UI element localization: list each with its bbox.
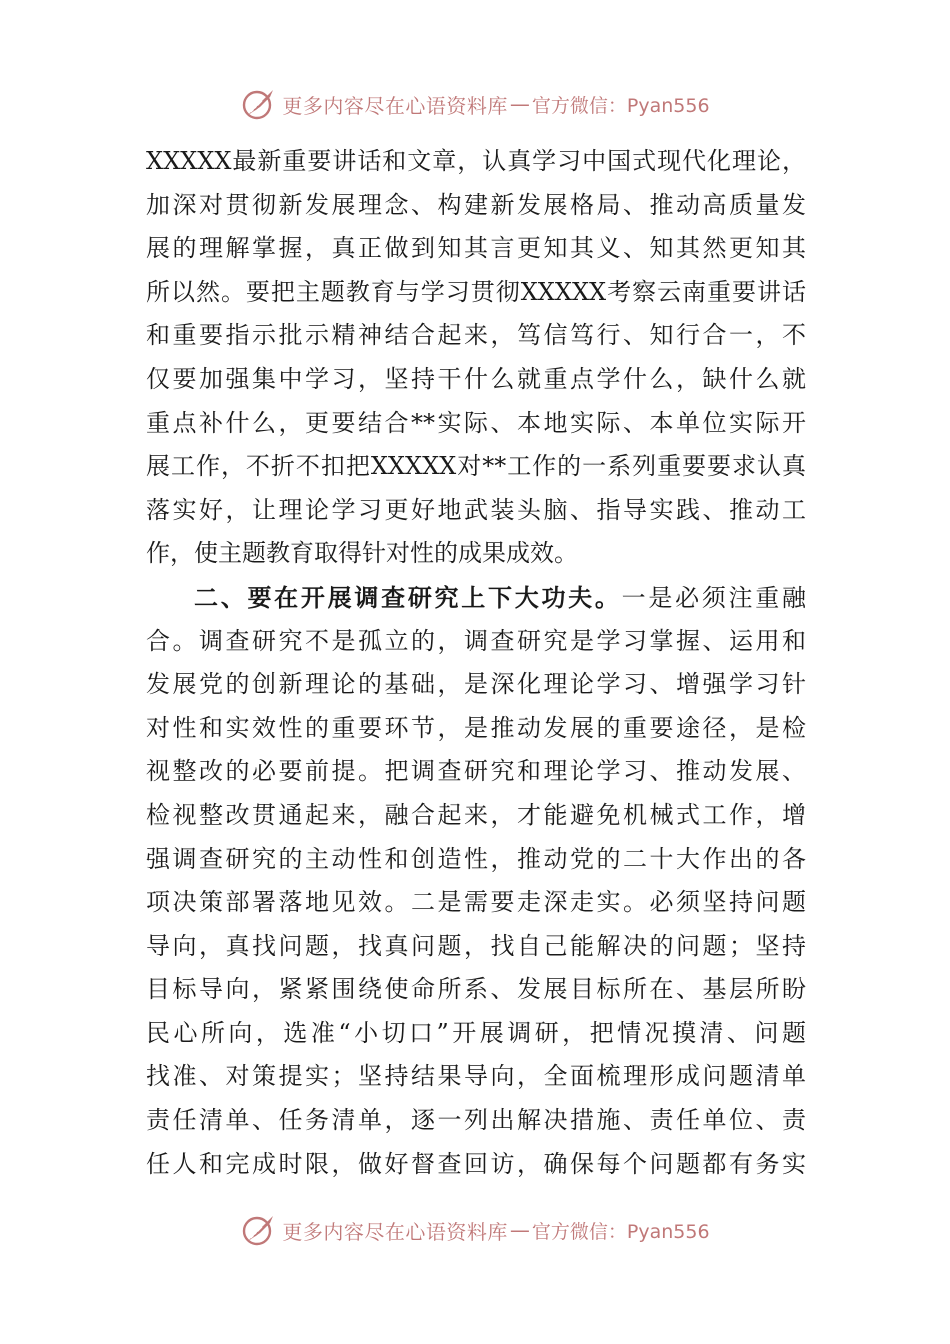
header-wechat-text: 官方微信：Pyan556: [531, 94, 710, 117]
footer-wechat-text: 官方微信：Pyan556: [531, 1220, 710, 1243]
footer-separator: —: [509, 1218, 530, 1242]
header-brand-text: 更多内容尽在心语资料库: [282, 93, 508, 118]
section-heading: 二、要在开展调查研究上下大功夫。: [194, 582, 622, 612]
text-line: 展的理解掌握，真正做到知其言更知其义、知其然更知其: [146, 234, 806, 263]
quill-pen-icon: [240, 85, 278, 123]
text-line: 仅要加强集中学习，坚持干什么就重点学什么，缺什么就: [146, 364, 806, 393]
header-separator: —: [509, 92, 530, 116]
paragraph-2-first-line: [146, 576, 806, 620]
quill-pen-icon: [240, 1211, 278, 1249]
text-line: 民心所向，选准“小切口”开展调研，把情况摸清、问题: [146, 1018, 806, 1047]
text-line: 找准、对策提实；坚持结果导向，全面梳理形成问题清单: [146, 1062, 806, 1091]
text-run: 一是必须注重融: [621, 583, 807, 612]
text-line: 加深对贯彻新发展理念、构建新发展格局、推动高质量发: [146, 190, 806, 219]
footer-brand-text: 更多内容尽在心语资料库: [282, 1219, 508, 1244]
text-line: XXXXX最新重要讲话和文章，认真学习中国式现代化理论，: [146, 147, 806, 175]
text-line: 重点补什么，更要结合**实际、本地实际、本单位实际开: [146, 408, 806, 437]
text-line: 责任清单、任务清单，逐一列出解决措施、责任单位、责: [146, 1106, 806, 1135]
paragraph-2: [146, 576, 806, 1186]
text-line: 落实好，让理论学习更好地武装头脑、指导实践、推动工: [146, 495, 806, 524]
paragraph-1: [146, 140, 806, 576]
text-line: 视整改的必要前提。把调查研究和理论学习、推动发展、: [146, 757, 806, 786]
text-line: 合。调查研究不是孤立的，调查研究是学习掌握、运用和: [146, 626, 806, 655]
text-line: 作，使主题教育取得针对性的成果成效。: [146, 539, 578, 568]
text-line: 强调查研究的主动性和创造性，推动党的二十大作出的各: [146, 844, 806, 873]
text-line: 和重要指示批示精神结合起来，笃信笃行、知行合一，不: [146, 321, 806, 350]
text-line: 导向，真找问题，找真问题，找自己能解决的问题；坚持: [146, 931, 806, 960]
text-line: 展工作，不折不扣把XXXXX对**工作的一系列重要要求认真: [146, 452, 806, 481]
text-line: 任人和完成时限，做好督查回访，确保每个问题都有务实: [146, 1149, 806, 1178]
text-line: 目标导向，紧紧围绕使命所系、发展目标所在、基层所盼: [146, 975, 806, 1004]
text-line: 项决策部署落地见效。二是需要走深走实。必须坚持问题: [146, 888, 806, 917]
text-line: 检视整改贯通起来，融合起来，才能避免机械式工作，增: [146, 800, 806, 829]
header-banner: [0, 84, 950, 124]
text-line: 对性和实效性的重要环节，是推动发展的重要途径，是检: [146, 713, 806, 742]
footer-banner: [0, 1210, 950, 1250]
text-line: 所以然。要把主题教育与学习贯彻XXXXX考察云南重要讲话: [146, 277, 806, 306]
text-line: 发展党的创新理论的基础，是深化理论学习、增强学习针: [146, 670, 806, 699]
document-body: [146, 140, 806, 1186]
